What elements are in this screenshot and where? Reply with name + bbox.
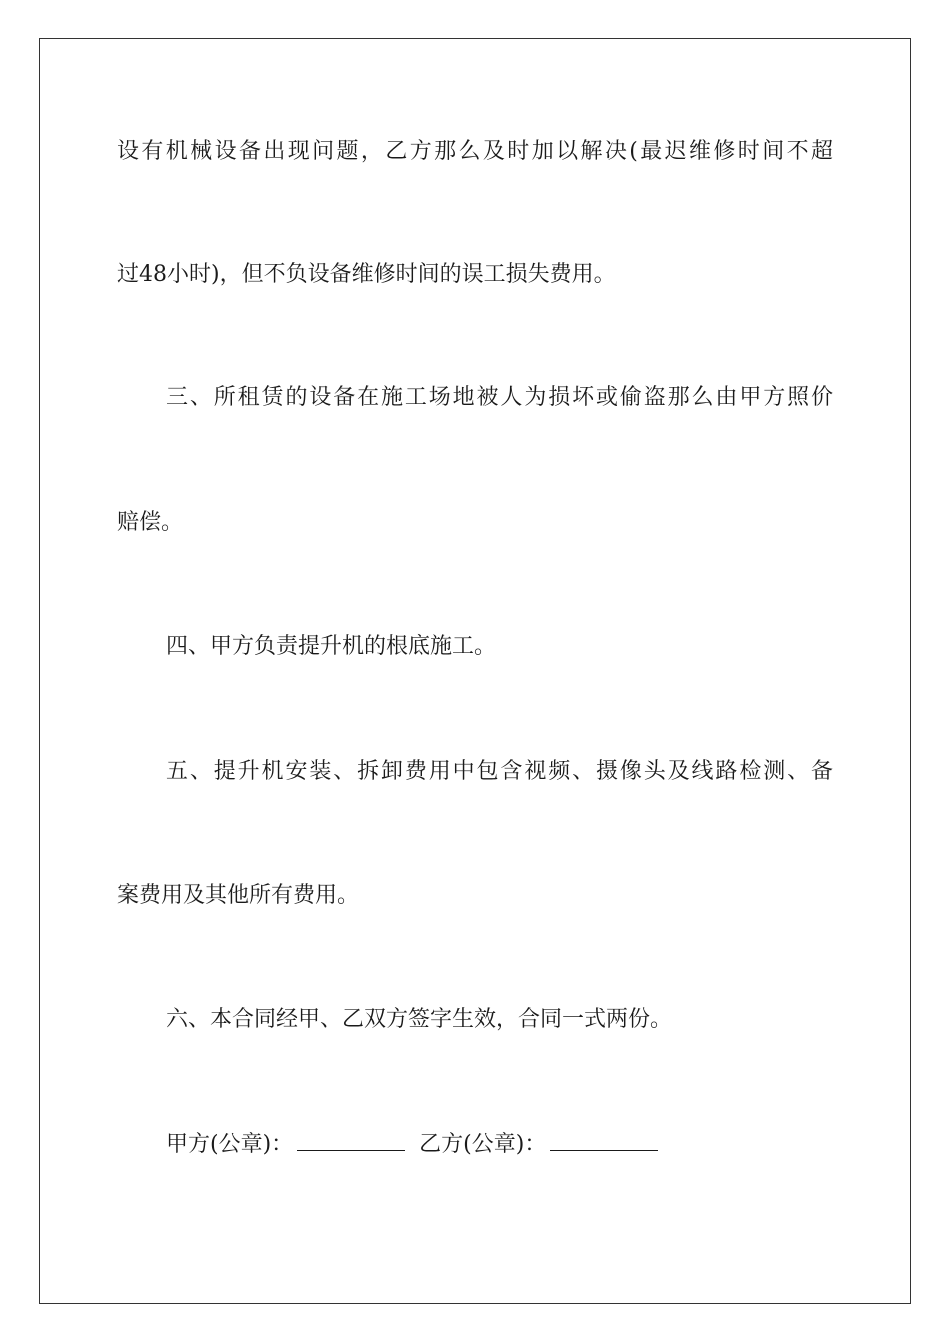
signature-line [166,1130,672,1160]
paragraph-line-1: 设有机械设备出现问题，乙方那么及时加以解决(最迟维修时间不超 [117,139,833,164]
party-b-label: 乙方(公章)： [419,1132,547,1157]
page-border [39,38,911,1304]
clause-five-line-1: 五、提升机安装、拆卸费用中包含视频、摄像头及线路检测、备 [166,759,833,784]
clause-three-line-1: 三、所租赁的设备在施工场地被人为损坏或偷盗那么由甲方照价 [166,385,833,410]
clause-three-line-2: 赔偿。 [117,510,184,535]
party-a-signature-blank [297,1130,405,1151]
clause-four: 四、甲方负责提升机的根底施工。 [166,634,497,659]
party-b-signature-blank [550,1130,658,1151]
clause-five-line-2: 案费用及其他所有费用。 [117,883,360,908]
paragraph-line-2: 过48小时)，但不负设备维修时间的误工损失费用。 [117,262,616,287]
clause-six: 六、本合同经甲、乙双方签字生效，合同一式两份。 [166,1007,673,1032]
party-a-label: 甲方(公章)： [166,1132,294,1157]
